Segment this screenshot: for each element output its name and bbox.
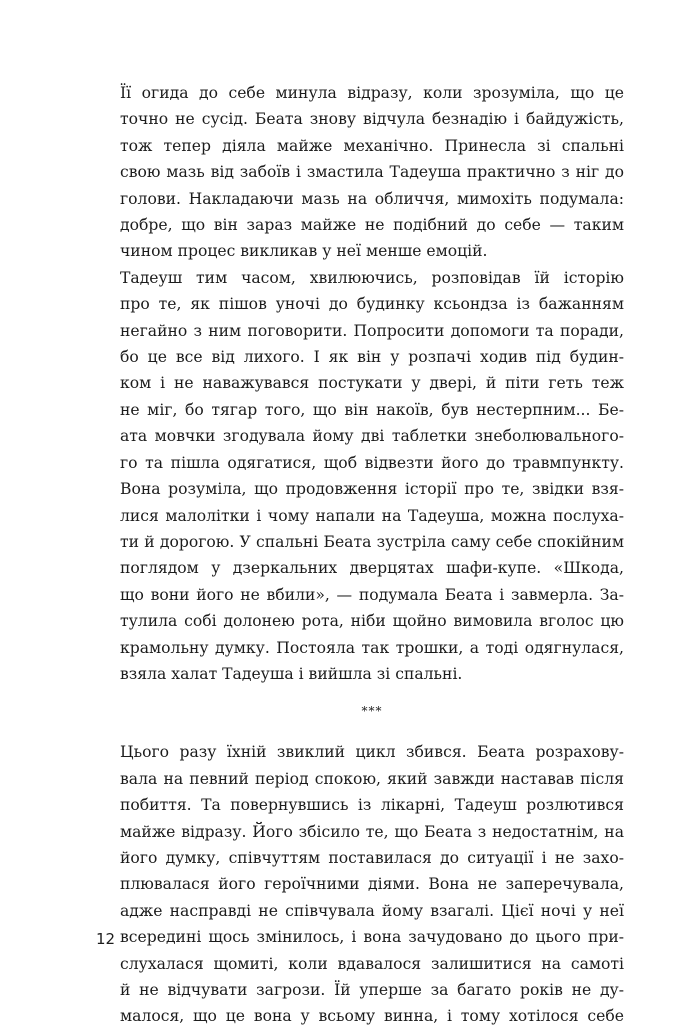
text-line: голови. Накладаючи мазь на обличчя, мимохіть подумала: [120,189,624,208]
text-line: свою мазь від забоїв і змастила Тадеуша практично з ніг до [120,163,624,182]
text-line: його думку, співчуттям поставилася до ситуації і не захо- [120,848,624,867]
text-line: Цього разу їхній звиклий цикл збився. Беата розрахову- [120,743,624,762]
text-line: негайно з ним поговорити. Попросити допомоги та поради, [120,321,624,340]
text-line: го та пішла одягатися, щоб відвезти його до травмпункту. [120,453,624,472]
text-line: слухалася щомиті, коли вдавалося залишитися на самоті [120,954,624,973]
text-line: ком і не наважувався постукати у двері, й піти геть теж [120,374,624,393]
text-line: взяла халат Тадеуша і вийшла зі спальні. [120,664,463,683]
text-line: й не відчувати загрози. Їй уперше за багато років не ду- [120,981,624,999]
page-body [120,80,624,1030]
text-line: крамольну думку. Постояла так трошки, а тоді одягнулася, [120,638,624,657]
text-line: майже відразу. Його збісило те, що Беата з недостатнім, на [120,822,624,841]
text-line: бо це все від лихого. І як він у розпачі ходив під будин- [120,348,624,367]
text-line: тулила собі долонею рота, ніби щойно вимовила вголос цю [120,612,624,631]
text-line: Її огида до себе минула відразу, коли зрозуміла, що це [120,84,624,102]
text-line: всередині щось змінилось, і вона зачудовано до цього при- [120,928,624,947]
text-line: малося, що це вона у всьому винна, і тому хотілося себе [120,1007,624,1026]
text-line: поглядом у дзеркальних дверцятах шафи-купе. «Шкода, [120,559,624,578]
paragraph-3 [120,739,624,1029]
text-line: адже насправді не співчувала йому взагалі. Цієї ночі у неї [120,901,624,920]
text-line: побиття. Та повернувшись із лікарні, Тадеуш розлютився [120,796,624,815]
text-line: не міг, бо тягар того, що він накоїв, був нестерпним... Бе- [120,400,624,419]
text-line: ата мовчки згодувала йому дві таблетки знеболювального- [120,427,624,446]
text-line: Вона розуміла, що продовження історії про те, звідки взя- [120,480,624,499]
text-line: вала на певний період спокою, який завжди наставав після [120,769,624,788]
page-number: 12 [96,930,116,948]
text-line: про те, як пішов уночі до будинку ксьондза із бажанням [120,295,624,314]
text-line: ти й дорогою. У спальні Беата зустріла саму себе спокійним [120,532,624,551]
text-line: лися малолітки і чому напали на Тадеуша, можна послуха- [120,506,624,525]
paragraph-2 [120,265,624,688]
text-line: що вони його не вбили», — подумала Беата і завмерла. За- [120,585,624,604]
text-line: чином процес викликав у неї менше емоцій. [120,242,488,261]
text-line: точно не сусід. Беата знову відчула безнадію і байдужість, [120,110,624,129]
text-line: добре, що він зараз майже не подібний до себе — таким [120,216,624,235]
paragraph-1 [120,80,624,265]
text-line: тож тепер діяла майже механічно. Принесла зі спальні [120,136,624,155]
text-line: плювалася його героїчними діями. Вона не заперечувала, [120,875,624,894]
section-separator: *** [361,704,383,719]
text-line: Тадеуш тим часом, хвилюючись, розповідав їй історію [120,268,624,287]
